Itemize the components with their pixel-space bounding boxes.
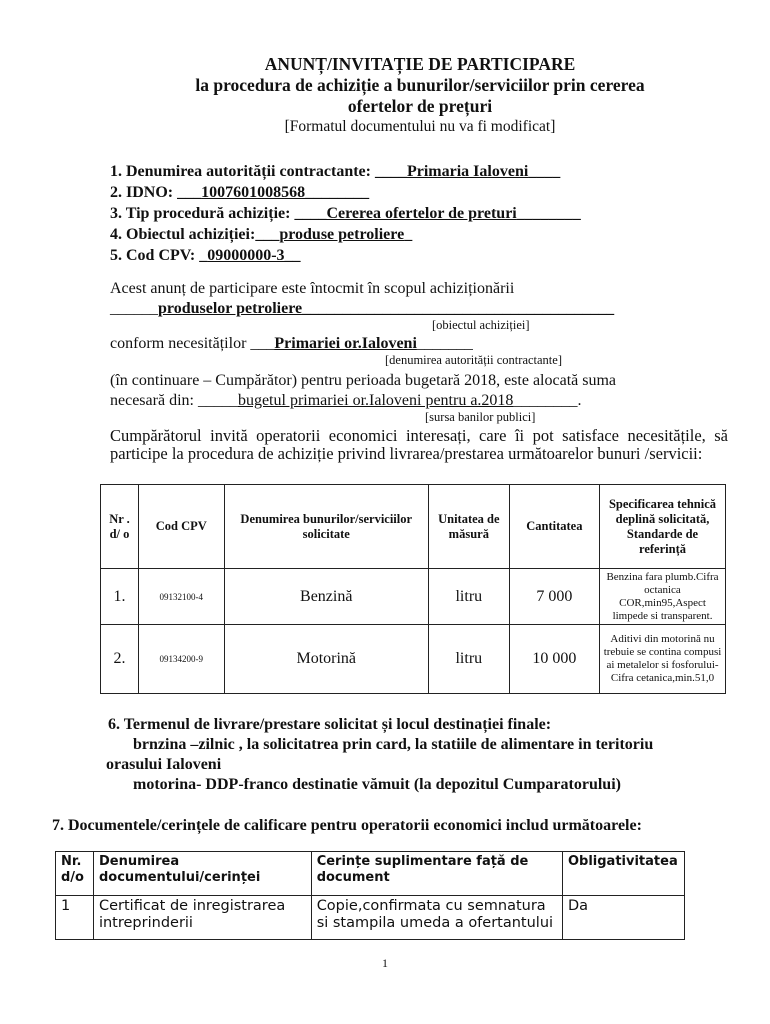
docs-table-header — [56, 852, 685, 896]
header-spec: Specificarea tehnică deplină solicitată, Standarde de referință — [600, 485, 726, 569]
goods-table-header — [101, 485, 726, 569]
table-row: 2. 09134200-9 Motorină litru 10 000 Aditivi din motorină nu trebuie se contina compusi ai metalelor si fosforului-Cifra cetanica,min.51,0 — [101, 625, 726, 694]
docs-header-nr: Nr. d/o — [56, 852, 94, 896]
section-6-heading: 6. Termenul de livrare/prestare solicitat și locul destinației finale: — [108, 716, 552, 733]
field-cpv: 5. Cod CPV: _09000000-3__ — [110, 247, 301, 264]
procedure-type-value: Cererea ofertelor de preturi — [326, 205, 517, 222]
page-number: 1 — [382, 956, 388, 970]
header-name: Denumirea bunurilor/serviciilor solicitate — [224, 485, 428, 569]
field-procedure-type: 3. Tip procedură achiziție: ____Cererea ofertelor de preturi________ — [110, 205, 581, 222]
section-6-benzina-cont: orasului Ialoveni — [106, 756, 222, 773]
section-7-heading: 7. Documentele/cerințele de calificare pentru operatorii economici includ următoarele: — [52, 817, 642, 834]
docs-table — [55, 851, 685, 940]
authority-caption: [denumirea autorității contractante] — [385, 353, 562, 367]
idno-value: 1007601008568 — [201, 184, 306, 201]
table-row: 1 Certificat de inregistrarea intreprinderii Copie,confirmata cu semnatura si stampila umeda a ofertantului Da — [56, 896, 685, 940]
budget-caption: [sursa banilor publici] — [425, 410, 536, 424]
document-title: ANUNȚ/INVITAȚIE DE PARTICIPARE — [264, 54, 576, 74]
procurement-fields — [110, 161, 730, 266]
field-authority: 1. Denumirea autorității contractante: ____Primaria Ialoveni____ — [110, 163, 561, 180]
header-cpv: Cod CPV — [139, 485, 225, 569]
intro-line: Acest anunț de participare este întocmit în scopul achiziționării — [110, 280, 515, 297]
intro-object-line: ______produselor petroliere_______________________________________ — [110, 300, 615, 317]
goods-table — [100, 484, 726, 694]
field-object: 4. Obiectul achiziției:___produse petroliere_ — [110, 226, 413, 243]
budget-line: (în continuare – Cumpărător) pentru perioada bugetară 2018, este alocată suma — [110, 372, 617, 389]
header-unit: Unitatea de măsură — [428, 485, 509, 569]
budget-source-line: necesară din: _____bugetul primariei or.Ialoveni pentru a.2018________. — [110, 392, 582, 409]
object-value: produse petroliere — [279, 226, 405, 243]
document-header — [110, 54, 730, 137]
table-row: 1. 09132100-4 Benzină litru 7 000 Benzina fara plumb.Cifra octanica COR,min95,Aspect limpede si transparent. — [101, 569, 726, 625]
field-idno: 2. IDNO: ___1007601008568________ — [110, 184, 370, 201]
invite-text: Cumpărătorul invită operatorii economici interesați, care îi pot satisface necesitățile, să participe la procedura de achiziție privind livrarea/prestarea următoarelor bunuri /servicii: — [110, 426, 728, 463]
header-nr: Nr . d/ o — [101, 485, 139, 569]
authority-value: Primaria Ialoveni — [406, 163, 529, 180]
format-note: [Formatul documentului nu va fi modificat] — [284, 118, 556, 135]
docs-header-name: Denumirea documentului/cerinței — [93, 852, 311, 896]
object-caption: [obiectul achiziției] — [432, 318, 530, 332]
section-6-benzina: brnzina –zilnic , la solicitatrea prin card, la statiile de alimentare in teritoriu — [133, 736, 654, 753]
docs-header-req: Cerințe suplimentare față de document — [311, 852, 562, 896]
section-6 — [108, 715, 738, 795]
section-6-motorina: motorina- DDP-franco destinatie vămuit (la depozitul Cumparatorului) — [133, 776, 621, 793]
document-subtitle-line2: ofertelor de prețuri — [347, 96, 493, 116]
document-subtitle-line1: la procedura de achiziție a bunurilor/serviciilor prin cererea — [195, 75, 645, 95]
docs-header-mandatory: Obligativitatea — [562, 852, 684, 896]
cpv-value: 09000000-3 — [207, 247, 285, 264]
header-qty: Cantitatea — [509, 485, 599, 569]
conform-line: conform necesităților ___Primariei or.Ialoveni_______ — [110, 335, 473, 352]
